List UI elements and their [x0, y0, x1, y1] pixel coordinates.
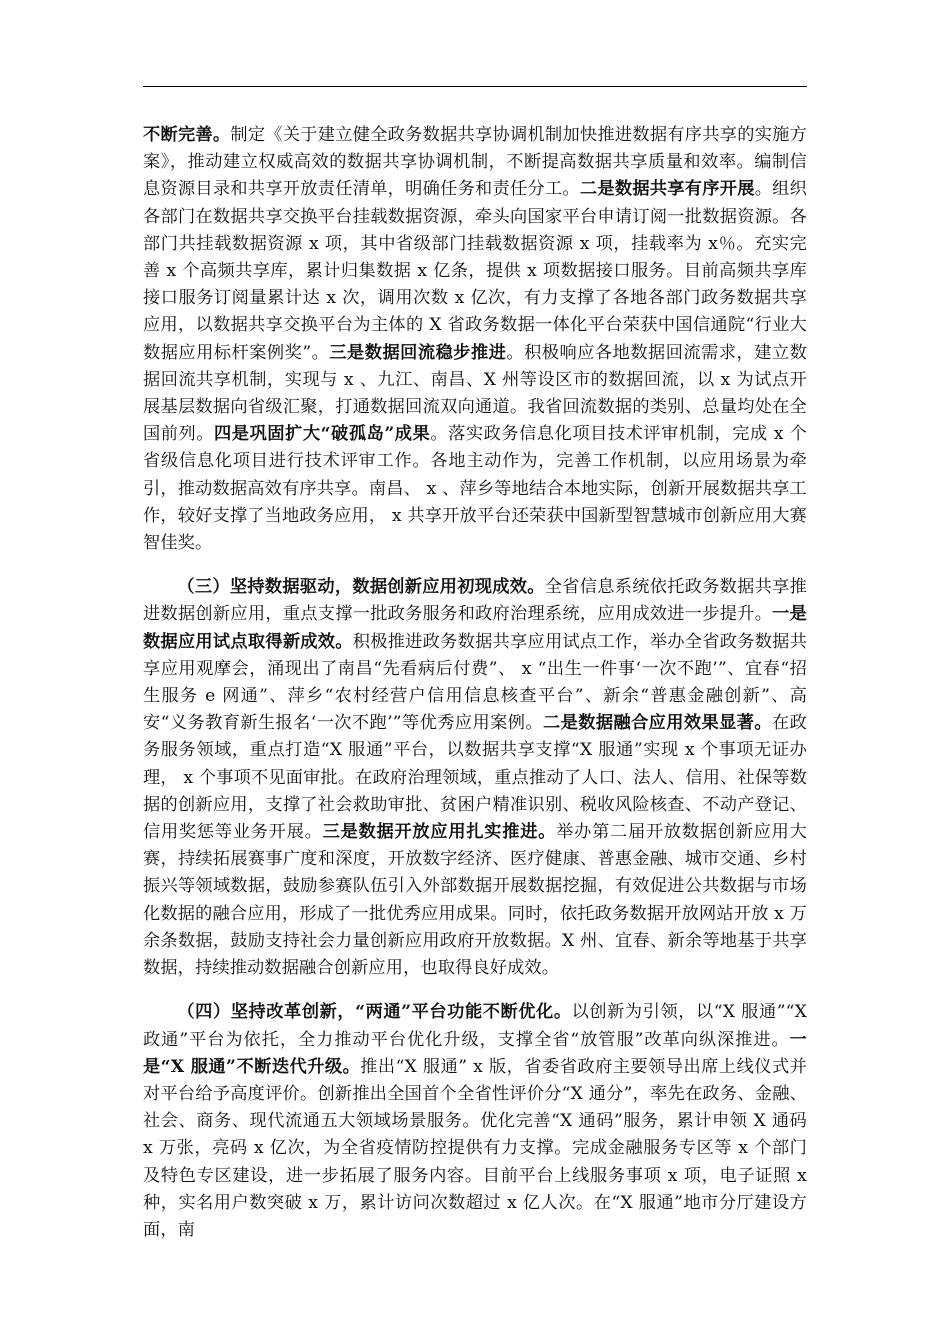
body-text-segment: 制定《关于建立健全政务数据共享协调机制加快推进数据有序共享的实施方案》，推动建立权威高效的数据共享协调机制，不断提高数据共享质量和效率。编制信息资源目录和共享开放责任清单，明确任务和责任分工。 — [143, 125, 807, 200]
body-text-segment: 在政务服务领域，重点打造“X 服通”平台，以数据共享支撑“X 服通”实现 x 个事项无证办理， x 个事项不见面审批。在政府治理领域，重点推动了人口、法人、信用、社保等数据的创新应用，支撑了社会救助审批、贫困户精准识别、税收风险核查、不动产登记、信用奖惩等业务开展。 — [143, 713, 807, 843]
bold-heading-text: 二是数据共享有序开展 — [579, 179, 755, 200]
body-text-segment: 。组织各部门在数据共享交换平台挂载数据资源，牵头向国家平台申请订阅一批数据资源。各部门共挂载数据资源 x 项，其中省级部门挂载数据资源 x 项，挂载率为 x％。充实完善 x 个高频共享库，累计归集数据 x 亿条，提供 x 项数据接口服务。目前高频共享库接口服务订阅量累计达 x 次，调用次数 x 亿次，有力支撑了各地各部门政务数据共享应用，以数据共享交换平台为主体的 X 省政务数据一体化平台荣获中国信通院“行业大数据应用标杆案例奖”。 — [143, 179, 807, 363]
bold-heading-text: 一是“X 服通”不断迭代升级。 — [143, 1029, 807, 1077]
bold-heading-text: （四）坚持改革创新，“两通”平台功能不断优化。 — [177, 1002, 572, 1023]
bold-heading-text: （三）坚持数据驱动，数据创新应用初现成效。 — [177, 577, 545, 598]
body-text-segment: 。积极响应各地数据回流需求，建立数据回流共享机制，实现与 x 、九江、南昌、X 州等设区市的数据回流，以 x 为试点开展基层数据向省级汇聚，打通数据回流双向通道。我省回流数据的类别、总量均处在全国前列。 — [143, 342, 807, 445]
body-text-segment: 全省信息系统依托政务数据共享推进数据创新应用，重点支撑一批政务服务和政府治理系统，应用成效进一步提升。 — [143, 577, 807, 625]
bold-heading-text: 三是数据回流稳步推进 — [329, 342, 507, 363]
document-body — [143, 122, 807, 1261]
bold-heading-text: 二是数据融合应用效果显著。 — [542, 713, 773, 734]
body-text-segment: 推出“X 服通” x 版，省委省政府主要领导出席上线仪式并对平台给予高度评价。创新推出全国首个全省性评价分“X 通分”，率先在政务、金融、社会、商务、现代流通五大领域场景服务。优化完善“X 通码”服务，累计申领 X 通码 x 万张，亮码 x 亿次，为全省疫情防控提供有力支撑。完成金融服务专区等 x 个部门及特色专区建设，进一步拓展了服务内容。目前平台上线服务事项 x 项，电子证照 x 种，实名用户数突破 x 万，累计访问次数超过 x 亿人次。在“X 服通”地市分厅建设方面，南 — [143, 1056, 807, 1240]
header-rule — [143, 86, 807, 87]
paragraph-data-sharing — [143, 122, 807, 557]
body-text-segment: 。落实政务信息化项目技术评审机制，完成 x 个省级信息化项目进行技术评审工作。各地主动作为，完善工作机制，以应用场景为牵引，推动数据高效有序共享。南昌、 x 、萍乡等地结合本地实际，创新开展数据共享工作，较好支撑了当地政务应用， x 共享开放平台还荣获中国新型智慧城市创新应用大赛智佳奖。 — [143, 424, 807, 554]
paragraph-data-driven-innovation — [143, 574, 807, 982]
paragraph-reform-innovation — [143, 999, 807, 1244]
bold-heading-text: 不断完善。 — [143, 125, 231, 145]
bold-heading-text: 一是数据应用试点取得新成效。 — [143, 604, 807, 652]
body-text-segment: 以创新为引领，以“X 服通”“X 政通”平台为依托，全力推动平台优化升级，支撑全省“放管服”改革向纵深推进。 — [143, 1002, 807, 1050]
bold-heading-text: 四是巩固扩大“破孤岛”成果 — [214, 424, 431, 445]
body-text-segment: 积极推进政务数据共享应用试点工作，举办全省政务数据共享应用观摩会，涌现出了南昌“先看病后付费”、 x “出生一件事‘一次不跑’”、宜春“招生服务 e 网通”、萍乡“农村经营户信用信息核查平台”、新余“普惠金融创新”、高安“义务教育新生报名‘一次不跑’”等优秀应用案例。 — [143, 631, 807, 734]
bold-heading-text: 三是数据开放应用扎实推进。 — [322, 822, 557, 843]
body-text-segment: 举办第二届开放数据创新应用大赛，持续拓展赛事广度和深度，开放数字经济、医疗健康、普惠金融、城市交通、乡村振兴等领域数据，鼓励参赛队伍引入外部数据开展数据挖掘，有效促进公共数据与市场化数据的融合应用，形成了一批优秀应用成果。同时，依托政务数据开放网站开放 x 万余条数据，鼓励支持社会力量创新应用政府开放数据。X 州、宜春、新余等地基于共享数据，持续推动数据融合创新应用，也取得良好成效。 — [143, 822, 807, 979]
